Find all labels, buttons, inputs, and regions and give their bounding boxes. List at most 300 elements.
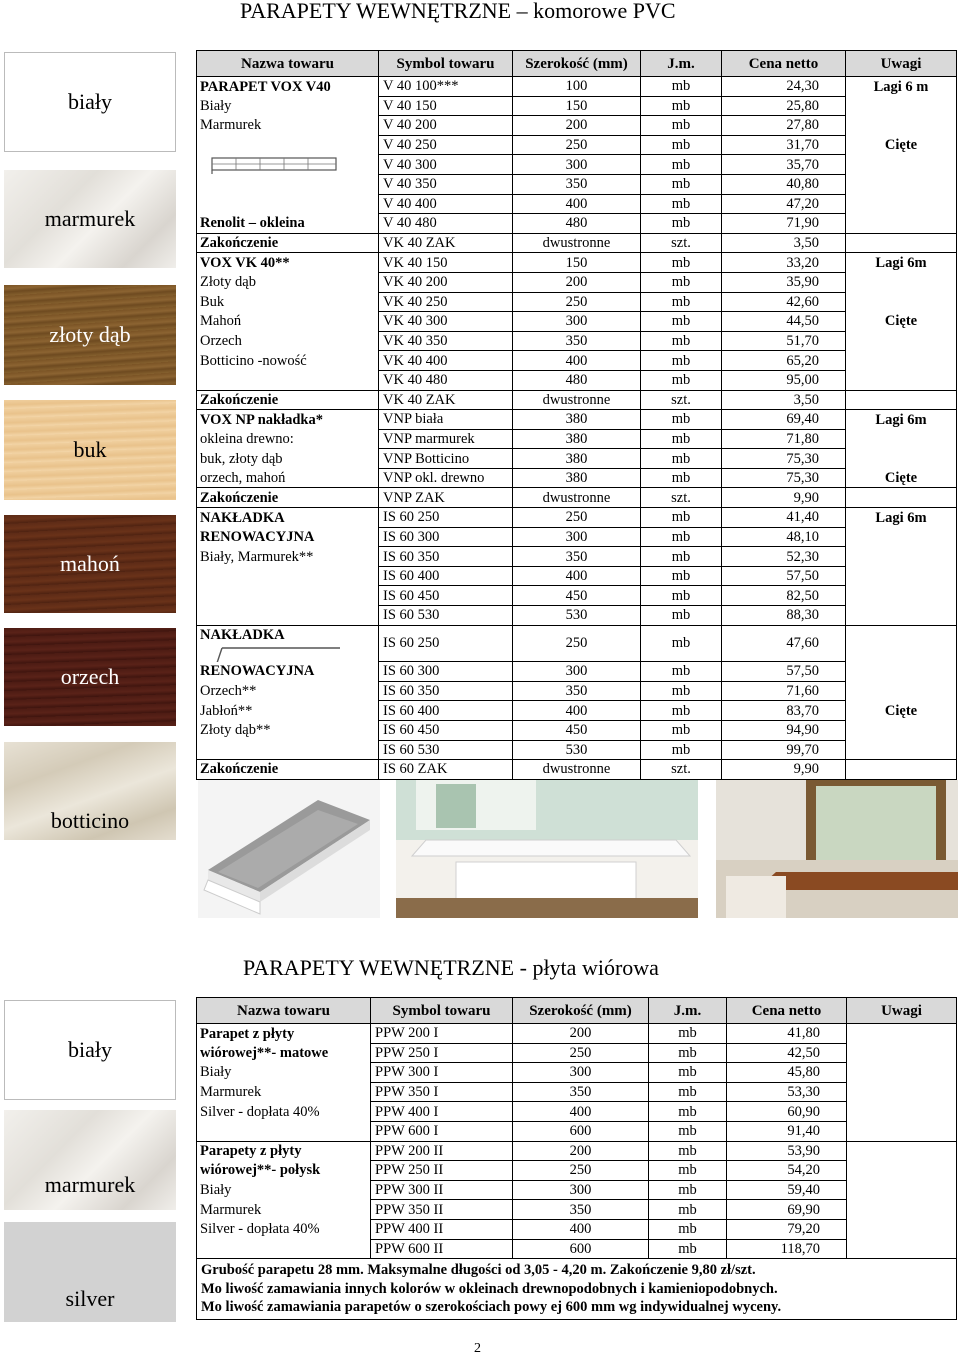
product-notes [846, 681, 957, 701]
product-unit: mb [641, 292, 722, 312]
table-row [197, 174, 957, 194]
col-header-unit: J.m. [641, 51, 722, 77]
table-row [197, 547, 957, 567]
swatch-bialy [4, 52, 176, 152]
end-cap-name: Zakończenie [197, 488, 379, 508]
product-price: 60,90 [727, 1102, 847, 1122]
table-row [197, 135, 957, 155]
product-name-cell: PARAPET VOX V40 [197, 77, 379, 97]
product-name-cell [197, 1239, 371, 1259]
end-cap-type: dwustronne [513, 233, 641, 253]
footer-line: Grubość parapetu 28 mm. Maksymalne długości od 3,05 - 4,20 m. Zakończenie 9,80 zł/szt. [201, 1262, 756, 1279]
product-notes [846, 331, 957, 351]
product-width: 250 [513, 625, 641, 662]
swatch-silver [4, 1222, 176, 1322]
product-width: 200 [513, 1141, 649, 1161]
product-symbol: PPW 400 II [371, 1219, 513, 1239]
table-row [197, 1161, 957, 1181]
product-unit: mb [649, 1024, 727, 1044]
product-symbol: V 40 480 [379, 214, 513, 234]
product-unit: mb [641, 116, 722, 136]
product-symbol: PPW 350 I [371, 1082, 513, 1102]
product-price: 47,20 [722, 194, 846, 214]
swatch-mahon [4, 515, 176, 613]
product-name-cell: Orzech [197, 331, 379, 351]
product-symbol: IS 60 350 [379, 681, 513, 701]
product-name-cell: VOX VK 40** [197, 253, 379, 273]
product-price: 88,30 [722, 606, 846, 626]
product-price: 59,40 [727, 1180, 847, 1200]
product-price: 69,90 [727, 1200, 847, 1220]
product-name-cell: wiórowej**- połysk [197, 1161, 371, 1181]
product-width: 400 [513, 1219, 649, 1239]
table-row [197, 410, 957, 430]
product-notes: Cięte [846, 468, 957, 488]
product-symbol: PPW 600 I [371, 1121, 513, 1141]
table-row [197, 566, 957, 586]
product-unit: mb [641, 508, 722, 528]
product-name-cell [197, 135, 379, 155]
table-row-end-cap [197, 233, 957, 253]
product-notes [846, 272, 957, 292]
product-price: 42,60 [722, 292, 846, 312]
product-symbol: IS 60 530 [379, 740, 513, 760]
product-name-cell: Parapet z płyty [197, 1024, 371, 1044]
chipboard-price-table [196, 997, 957, 1320]
table-header-row [197, 998, 957, 1024]
product-notes [846, 429, 957, 449]
product-notes [846, 96, 957, 116]
product-name-cell: NAKŁADKA [197, 508, 379, 528]
end-cap-unit: szt. [641, 760, 722, 780]
end-cap-name: Zakończenie [197, 760, 379, 780]
product-price: 33,20 [722, 253, 846, 273]
product-price: 45,80 [727, 1063, 847, 1083]
table-row [197, 331, 957, 351]
product-name-cell [197, 586, 379, 606]
product-width: 300 [513, 1063, 649, 1083]
product-symbol: V 40 200 [379, 116, 513, 136]
product-unit: mb [641, 606, 722, 626]
table-row [197, 720, 957, 740]
table-row [197, 1082, 957, 1102]
product-unit: mb [641, 351, 722, 371]
end-cap-type: dwustronne [513, 760, 641, 780]
product-width: 350 [513, 1082, 649, 1102]
page-number: 2 [474, 1341, 481, 1356]
product-price: 35,70 [722, 155, 846, 175]
product-symbol: PPW 250 I [371, 1043, 513, 1063]
product-symbol: V 40 350 [379, 174, 513, 194]
product-notes [846, 662, 957, 682]
product-symbol: IS 60 250 [379, 625, 513, 662]
product-unit: mb [641, 625, 722, 662]
table-row [197, 1063, 957, 1083]
swatch-orzech [4, 628, 176, 726]
product-unit: mb [641, 253, 722, 273]
table-row [197, 429, 957, 449]
swatch-zloty-dab [4, 285, 176, 385]
product-notes: Lagi 6m [846, 253, 957, 273]
product-width: 400 [513, 1102, 649, 1122]
product-unit: mb [641, 586, 722, 606]
product-price: 57,50 [722, 566, 846, 586]
product-notes [846, 174, 957, 194]
table-footer-row [197, 1259, 957, 1320]
product-symbol: VK 40 200 [379, 272, 513, 292]
table-row [197, 96, 957, 116]
product-width: 480 [513, 214, 641, 234]
table-row-end-cap [197, 488, 957, 508]
product-notes: Cięte [846, 135, 957, 155]
table-row [197, 312, 957, 332]
col-header-symbol: Symbol towaru [379, 51, 513, 77]
product-unit: mb [641, 681, 722, 701]
product-name-cell: Złoty dąb** [197, 720, 379, 740]
product-price: 75,30 [722, 449, 846, 469]
product-symbol: VNP biała [379, 410, 513, 430]
product-width: 600 [513, 1121, 649, 1141]
product-width: 200 [513, 1024, 649, 1044]
product-name-cell: Złoty dąb [197, 272, 379, 292]
product-width: 450 [513, 720, 641, 740]
swatch-label: biały [68, 1037, 112, 1062]
table-footer-notes [197, 1259, 957, 1320]
product-notes: Lagi 6m [846, 410, 957, 430]
product-price: 52,30 [722, 547, 846, 567]
product-width: 300 [513, 662, 641, 682]
product-price: 94,90 [722, 720, 846, 740]
swatch-label: botticino [50, 808, 130, 833]
product-name-cell: Silver - dopłata 40% [197, 1102, 371, 1122]
swatch-marmurek [4, 1110, 176, 1210]
product-symbol: PPW 200 II [371, 1141, 513, 1161]
end-cap-symbol: VNP ZAK [379, 488, 513, 508]
table-row [197, 253, 957, 273]
product-symbol: V 40 100*** [379, 77, 513, 97]
product-unit: mb [641, 174, 722, 194]
product-name-cell: wiórowej**- matowe [197, 1043, 371, 1063]
product-notes [847, 1024, 957, 1044]
swatch-label: orzech [60, 664, 120, 689]
product-unit: mb [641, 214, 722, 234]
product-price: 99,70 [722, 740, 846, 760]
product-symbol: PPW 300 I [371, 1063, 513, 1083]
table-row [197, 351, 957, 371]
product-notes: Cięte [846, 701, 957, 721]
product-price: 53,90 [727, 1141, 847, 1161]
product-name-cell: NAKŁADKA [197, 625, 379, 662]
product-symbol: V 40 250 [379, 135, 513, 155]
product-notes [847, 1219, 957, 1239]
product-notes [846, 606, 957, 626]
product-width: 300 [513, 312, 641, 332]
product-name-cell: okleina drewno: [197, 429, 379, 449]
product-symbol: V 40 150 [379, 96, 513, 116]
product-width: 250 [513, 508, 641, 528]
product-unit: mb [641, 547, 722, 567]
table-row [197, 740, 957, 760]
product-price: 75,30 [722, 468, 846, 488]
product-symbol: VK 40 150 [379, 253, 513, 273]
product-symbol: V 40 400 [379, 194, 513, 214]
product-unit: mb [641, 410, 722, 430]
swatch-label: buk [73, 437, 107, 462]
product-symbol: V 40 300 [379, 155, 513, 175]
product-name-cell: VOX NP nakładka* [197, 410, 379, 430]
product-unit: mb [641, 155, 722, 175]
swatch-label: biały [68, 89, 112, 114]
product-unit: mb [649, 1219, 727, 1239]
table-row [197, 701, 957, 721]
product-name-cell [197, 566, 379, 586]
product-name-cell: Parapety z płyty [197, 1141, 371, 1161]
product-width: 300 [513, 527, 641, 547]
product-unit: mb [641, 449, 722, 469]
col-header-name: Nazwa towaru [197, 51, 379, 77]
product-name-cell: Jabłoń** [197, 701, 379, 721]
product-symbol: IS 60 450 [379, 586, 513, 606]
end-cap-price: 3,50 [722, 233, 846, 253]
product-price: 31,70 [722, 135, 846, 155]
product-notes [847, 1161, 957, 1181]
product-symbol: PPW 200 I [371, 1024, 513, 1044]
product-name-cell: Buk [197, 292, 379, 312]
product-notes [847, 1121, 957, 1141]
product-unit: mb [641, 272, 722, 292]
end-cap-name: Zakończenie [197, 233, 379, 253]
end-cap-type: dwustronne [513, 488, 641, 508]
product-notes [846, 740, 957, 760]
product-notes [846, 527, 957, 547]
product-width: 250 [513, 1043, 649, 1063]
product-price: 35,90 [722, 272, 846, 292]
product-name-cell: Marmurek [197, 1200, 371, 1220]
end-cap-notes [846, 760, 957, 780]
col-header-unit: J.m. [649, 998, 727, 1024]
product-name-cell [197, 194, 379, 214]
table-row-end-cap [197, 760, 957, 780]
product-price: 24,30 [722, 77, 846, 97]
product-symbol: VK 40 350 [379, 331, 513, 351]
table-row [197, 527, 957, 547]
table-row-end-cap [197, 390, 957, 410]
end-cap-notes [846, 488, 957, 508]
swatch-label: marmurek [44, 206, 136, 231]
table-row [197, 155, 957, 175]
product-notes [846, 566, 957, 586]
end-cap-unit: szt. [641, 233, 722, 253]
table-row [197, 77, 957, 97]
product-unit: mb [649, 1063, 727, 1083]
product-price: 44,50 [722, 312, 846, 332]
swatch-botticino [4, 742, 176, 840]
product-width: 380 [513, 410, 641, 430]
product-unit: mb [641, 468, 722, 488]
product-unit: mb [641, 331, 722, 351]
product-price: 71,60 [722, 681, 846, 701]
table-row [197, 468, 957, 488]
product-notes [846, 547, 957, 567]
product-notes [846, 449, 957, 469]
product-name-cell [197, 1121, 371, 1141]
table-row [197, 292, 957, 312]
profile-sketch [200, 644, 375, 662]
product-price: 118,70 [727, 1239, 847, 1259]
product-width: 480 [513, 370, 641, 390]
product-price: 83,70 [722, 701, 846, 721]
product-notes: Lagi 6 m [846, 77, 957, 97]
col-header-notes: Uwagi [847, 998, 957, 1024]
product-symbol: VK 40 300 [379, 312, 513, 332]
swatch-label: marmurek [44, 1172, 136, 1197]
product-notes [847, 1141, 957, 1161]
product-width: 250 [513, 1161, 649, 1181]
product-width: 350 [513, 547, 641, 567]
table-row [197, 625, 957, 662]
product-symbol: IS 60 450 [379, 720, 513, 740]
product-width: 530 [513, 740, 641, 760]
product-width: 380 [513, 468, 641, 488]
product-width: 380 [513, 429, 641, 449]
table-row [197, 1043, 957, 1063]
product-unit: mb [641, 77, 722, 97]
end-cap-price: 9,90 [722, 760, 846, 780]
end-cap-type: dwustronne [513, 390, 641, 410]
table-row [197, 449, 957, 469]
product-name-cell [197, 740, 379, 760]
product-price: 57,50 [722, 662, 846, 682]
product-width: 400 [513, 566, 641, 586]
product-width: 400 [513, 701, 641, 721]
product-price: 41,40 [722, 508, 846, 528]
product-width: 300 [513, 1180, 649, 1200]
swatch-label: złoty dąb [49, 322, 131, 347]
col-header-width: Szerokość (mm) [513, 51, 641, 77]
product-unit: mb [649, 1180, 727, 1200]
col-header-price: Cena netto [722, 51, 846, 77]
product-name-cell [197, 606, 379, 626]
product-unit: mb [649, 1043, 727, 1063]
col-header-name: Nazwa towaru [197, 998, 371, 1024]
product-notes [846, 155, 957, 175]
product-name-cell: Marmurek [197, 1082, 371, 1102]
product-price: 95,00 [722, 370, 846, 390]
table-header-row [197, 51, 957, 77]
product-width: 400 [513, 194, 641, 214]
product-notes [846, 370, 957, 390]
product-price: 25,80 [722, 96, 846, 116]
product-symbol: IS 60 350 [379, 547, 513, 567]
product-price: 91,40 [727, 1121, 847, 1141]
product-name-cell [197, 174, 379, 194]
product-photo-profile [198, 780, 380, 918]
product-symbol: PPW 300 II [371, 1180, 513, 1200]
table-row [197, 1180, 957, 1200]
product-symbol: IS 60 530 [379, 606, 513, 626]
table-row [197, 586, 957, 606]
product-symbol: VNP marmurek [379, 429, 513, 449]
product-symbol: PPW 600 II [371, 1239, 513, 1259]
table-row [197, 1219, 957, 1239]
product-name-cell: Orzech** [197, 681, 379, 701]
product-width: 250 [513, 292, 641, 312]
product-unit: mb [649, 1102, 727, 1122]
product-symbol: IS 60 250 [379, 508, 513, 528]
product-name-cell: Marmurek [197, 116, 379, 136]
product-symbol: VK 40 400 [379, 351, 513, 371]
end-cap-unit: szt. [641, 488, 722, 508]
product-symbol: IS 60 400 [379, 566, 513, 586]
product-unit: mb [641, 720, 722, 740]
product-unit: mb [641, 96, 722, 116]
profile-sketch [200, 156, 375, 174]
product-price: 54,20 [727, 1161, 847, 1181]
table-row [197, 1200, 957, 1220]
product-name-cell: RENOWACYJNA [197, 662, 379, 682]
product-notes [847, 1102, 957, 1122]
pvc-table-body [197, 77, 957, 780]
product-notes [847, 1200, 957, 1220]
end-cap-symbol: VK 40 ZAK [379, 233, 513, 253]
product-name-cell: Biały, Marmurek** [197, 547, 379, 567]
product-price: 47,60 [722, 625, 846, 662]
product-symbol: VNP okl. drewno [379, 468, 513, 488]
product-unit: mb [641, 194, 722, 214]
product-unit: mb [649, 1141, 727, 1161]
page-title-chipboard: PARAPETY WEWNĘTRZNE - płyta wiórowa [243, 955, 659, 980]
product-name-cell: Botticino -nowość [197, 351, 379, 371]
product-symbol: VK 40 480 [379, 370, 513, 390]
end-cap-symbol: VK 40 ZAK [379, 390, 513, 410]
product-unit: mb [641, 370, 722, 390]
product-name-cell [197, 155, 379, 175]
product-unit: mb [649, 1082, 727, 1102]
product-notes: Lagi 6m [846, 508, 957, 528]
product-unit: mb [641, 662, 722, 682]
product-unit: mb [641, 312, 722, 332]
table-row [197, 194, 957, 214]
chipboard-table-body [197, 1024, 957, 1259]
product-price: 65,20 [722, 351, 846, 371]
product-name-cell [197, 370, 379, 390]
product-notes [847, 1239, 957, 1259]
product-unit: mb [649, 1239, 727, 1259]
col-header-notes: Uwagi [846, 51, 957, 77]
product-width: 350 [513, 174, 641, 194]
product-notes [847, 1082, 957, 1102]
table-row [197, 214, 957, 234]
product-width: 150 [513, 253, 641, 273]
product-symbol: PPW 400 I [371, 1102, 513, 1122]
product-notes [846, 586, 957, 606]
end-cap-notes [846, 233, 957, 253]
swatch-bialy [4, 1000, 176, 1100]
product-unit: mb [641, 135, 722, 155]
product-photo-windowsill-radiator [396, 780, 698, 918]
end-cap-notes [846, 390, 957, 410]
product-name-cell: Biały [197, 96, 379, 116]
col-header-price: Cena netto [727, 998, 847, 1024]
product-name-cell: Mahoń [197, 312, 379, 332]
product-width: 150 [513, 96, 641, 116]
product-price: 82,50 [722, 586, 846, 606]
product-unit: mb [641, 527, 722, 547]
product-notes [847, 1180, 957, 1200]
product-unit: mb [649, 1200, 727, 1220]
product-notes [846, 625, 957, 662]
table-row [197, 116, 957, 136]
